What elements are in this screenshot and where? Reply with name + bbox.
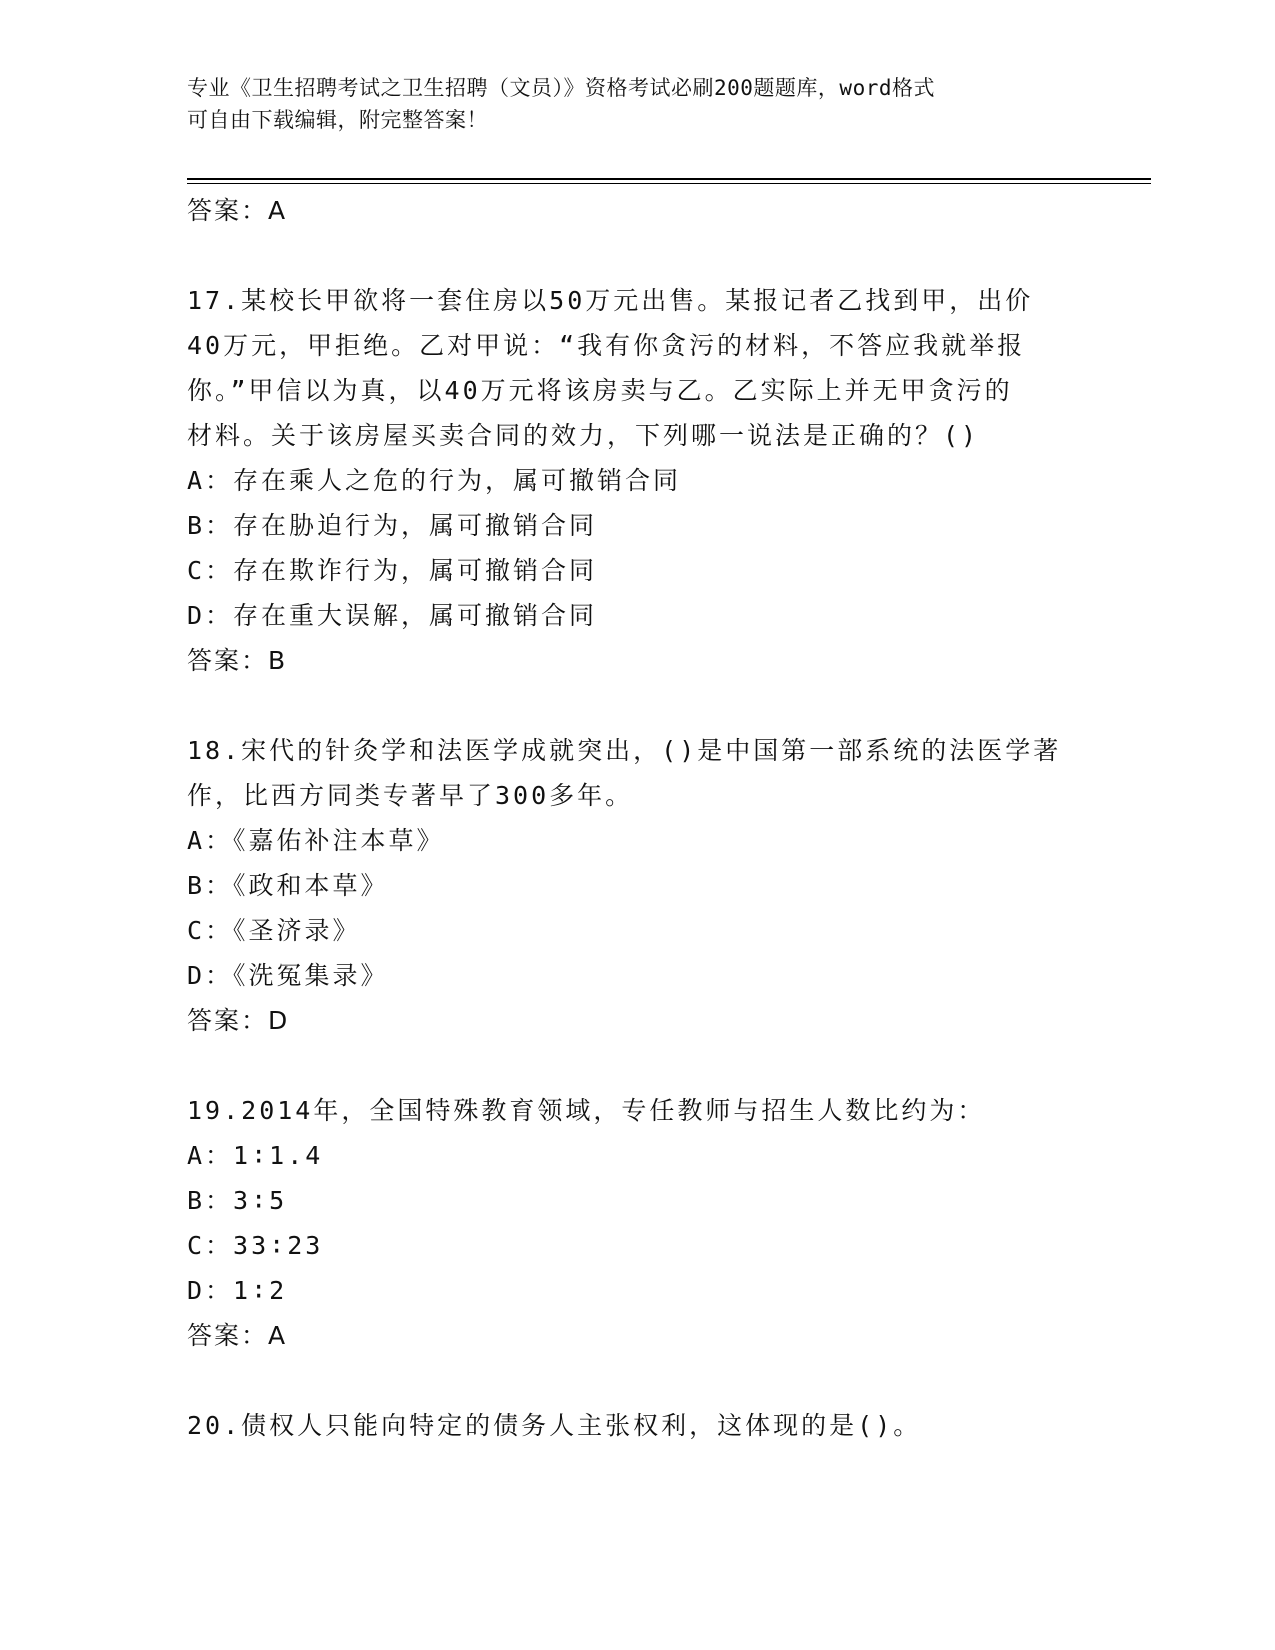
question-text-line: 17.某校长甲欲将一套住房以50万元出售。某报记者乙找到甲，出价 (187, 286, 1034, 315)
question-18 (187, 728, 1087, 1043)
answer-line: 答案：D (187, 1006, 290, 1035)
option-c: C：《圣济录》 (187, 916, 361, 945)
option-a: A：《嘉佑补注本草》 (187, 826, 445, 855)
header-rule-thin (187, 183, 1151, 184)
question-content (187, 188, 1087, 1448)
option-b: B：3∶5 (187, 1186, 288, 1215)
question-20 (187, 1403, 1087, 1448)
question-19 (187, 1088, 1087, 1358)
question-text-line: 作，比西方同类专著早了300多年。 (187, 781, 634, 810)
header-line-2: 可自由下载编辑，附完整答案！ (187, 108, 488, 132)
spacer (187, 683, 1087, 728)
question-text-line: 20.债权人只能向特定的债务人主张权利，这体现的是()。 (187, 1411, 922, 1440)
answer-line: 答案：B (187, 646, 288, 675)
option-c: C：存在欺诈行为，属可撤销合同 (187, 556, 598, 585)
option-a: A：1∶1.4 (187, 1141, 324, 1170)
option-a: A：存在乘人之危的行为，属可撤销合同 (187, 466, 682, 495)
spacer (187, 1358, 1087, 1403)
question-text-line: 材料。关于该房屋买卖合同的效力，下列哪一说法是正确的？() (187, 421, 980, 450)
page-header (187, 72, 1067, 136)
answer-line: 答案：A (187, 196, 288, 225)
option-d: D：存在重大误解，属可撤销合同 (187, 601, 598, 630)
question-text-line: 19.2014年，全国特殊教育领域，专任教师与招生人数比约为： (187, 1096, 986, 1125)
option-d: D：1∶2 (187, 1276, 288, 1305)
option-d: D：《洗冤集录》 (187, 961, 389, 990)
header-rule-thick (187, 178, 1151, 180)
answer-line: 答案：A (187, 1321, 288, 1350)
option-c: C：33∶23 (187, 1231, 324, 1260)
question-17 (187, 278, 1087, 683)
spacer (187, 1043, 1087, 1088)
question-text-line: 18.宋代的针灸学和法医学成就突出，()是中国第一部系统的法医学著 (187, 736, 1062, 765)
option-b: B：存在胁迫行为，属可撤销合同 (187, 511, 598, 540)
question-text-line: 40万元，甲拒绝。乙对甲说：“我有你贪污的材料，不答应我就举报 (187, 331, 1026, 360)
question-text-line: 你。”甲信以为真，以40万元将该房卖与乙。乙实际上并无甲贪污的 (187, 376, 1013, 405)
option-b: B：《政和本草》 (187, 871, 389, 900)
spacer (187, 233, 1087, 278)
header-line-1: 专业《卫生招聘考试之卫生招聘（文员）》资格考试必刷200题题库，word格式 (187, 76, 935, 100)
